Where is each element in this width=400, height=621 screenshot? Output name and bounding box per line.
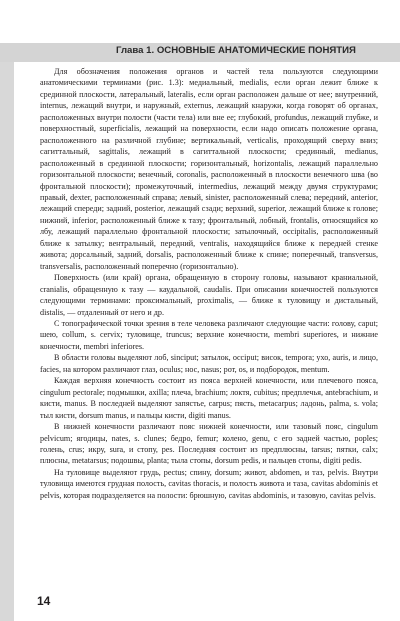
paragraph: С топографической точки зрения в теле человека различают следующие части: голову, caput; шею, collum, s. cervix; туловище, truncus; верхние конечности, membri superiores, и нижние конечности, membri inferiores. xyxy=(40,318,378,351)
page-number: 14 xyxy=(37,594,51,608)
paragraph: В нижней конечности различают пояс нижней конечности, или тазовый пояс, cingulum pelvicum; ягодицы, nates, s. clunes; бедро, femur; колено, genu, с его задней частью, poples; голень, crus; икру, sura, и стопу, pes. Последняя состоит из предплюсны, tarsus; пятки, calx; плюсны, metatarsus; подошвы, planta; тыла стопы, dorsum pedis, и пальцев стопы, digiti pedis. xyxy=(40,422,378,466)
paragraph: Поверхность (или край) органа, обращенную в сторону головы, называют краниальной, cranialis, обращенную к тазу — каудальной, caudalis. При описании конечностей пользуются следующими терминами: проксимальный, proximalis, — ближе к туловищу и дистальный, distalis, — отдаленный от него и др. xyxy=(40,273,378,317)
chapter-name: ОСНОВНЫЕ АНАТОМИЧЕСКИЕ ПОНЯТИЯ xyxy=(156,45,356,56)
paragraph: В области головы выделяют лоб, sinciput; затылок, occiput; висок, tempora; ухо, auris, и лицо, facies, на котором различают глаз, oculus; нос, nasus; рот, os, и подбородок, mentum. xyxy=(40,353,378,374)
page-edge-strip xyxy=(0,62,14,621)
chapter-number: Глава 1. xyxy=(116,45,155,56)
paragraph: На туловище выделяют грудь, pectus; спину, dorsum; живот, abdomen, и таз, pelvis. Внутри туловища имеются грудная полость, cavitas thoracis, и полость живота и таза, cavitas abdominis et pelvis, которая подразделяется на полости: брюшную, cavitas abdominis, и тазовую, cavitas pelvis. xyxy=(40,467,378,500)
chapter-title xyxy=(116,45,356,56)
body-text xyxy=(40,66,378,581)
paragraph: Каждая верхняя конечность состоит из пояса верхней конечности, или плечевого пояса, cingulum pectorale; подмышки, axilla; плеча, brachium; локтя, cubitus; предплечья, antebrachium, и кисти, manus. В последней выделяют запястье, carpus; пясть, metacarpus; ладонь, palma, s. vola; тыл кисти, dorsum manus, и пальцы кисти, digiti manus. xyxy=(40,376,378,420)
paragraph: Для обозначения положения органов и частей тела пользуются следующими анатомическими терминами (рис. 1.3): медиальный, medialis, если орган лежит ближе к срединной плоскости, латеральный, lateralis, если орган расположен дальше от нее; внутренний, internus, лежащий внутри, и наружный, externus, лежащий кнаружи, когда говорят об органах, расположенных внутри полости (части тела) или вне ее; глубокий, profundus, лежащий глубже, и поверхностный, superficialis, лежащий на поверхности, если надо описать положение органа, расположенного на различной глубине; вертикальный, verticalis, проходящий сверху вниз; сагиттальный, sagittalis, лежащий в сагиттальной плоскости; срединный, medianus, расположенный в срединной плоскости; горизонтальный, horizontalis, лежащий параллельно горизонтальной плоскости; венечный, coronalis, расположенный в плоскости венечного шва (во фронтальной плоскости); промежуточный, intermedius, лежащий между двумя структурами; правый, dexter, расположенный справа; левый, sinister, расположенный слева; передний, anterior, лежащий спереди; задний, posterior, лежащий сзади; верхний, superior, лежащий ближе к голове; нижний, inferior, расположенный ближе к тазу; фронтальный, лобный, frontalis, относящийся ко лбу, лежащий параллельно фронтальной плоскости; затылочный, occipitalis, расположенный ближе к затылку; вентральный, передний, ventralis, находящийся ближе к передней стенке живота; дорсальный, задний, dorsalis, расположенный ближе к спине; поперечный, transversus, transversalis, расположенный поперечно (горизонтально). xyxy=(40,67,378,271)
